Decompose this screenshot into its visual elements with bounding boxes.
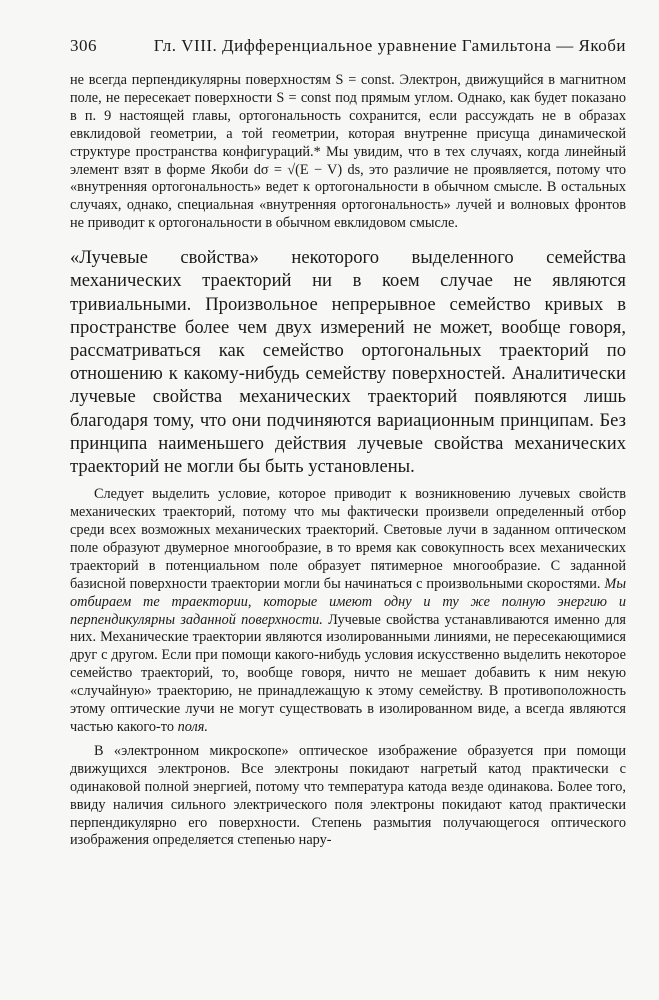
- paragraph-selection-condition: [70, 486, 626, 737]
- book-page: [70, 36, 626, 850]
- paragraph-electron-microscope: В «электронном микроскопе» оптическое изображение образуется при помощи движущихся электронов. Все электроны покидают нагретый катод практически с одинаковой полной энергией, потому что температура катода везде одинакова. Более того, ввиду наличия сильного электрического поля электроны покидают катод практически перпендикулярно его поверхности. Степень размытия получающегося оптического изображения определяется степенью нару-: [70, 742, 626, 849]
- page-header: [70, 36, 626, 56]
- paragraph-text-part2: Лучевые свойства устанавливаются именно для них. Механические траектории являются изолированными линиями, не пересекающимися друг с другом. Если при помощи какого-нибудь условия искусственно выделить некоторое семейство траекторий, то, вообще говоря, ничто не мешает добавить к ним некую «случайную» траекторию, не принадлежащую к этому семейству. В противоположность этому оптические лучи не могут существовать в изолированном виде, а всегда являются частью какого-то: [70, 611, 627, 735]
- paragraph-ray-properties: «Лучевые свойства» некоторого выделенного семейства механических траекторий ни в коем случае не являются тривиальными. Произвольное непрерывное семейство кривых в пространстве более чем двух измерений не может, вообще говоря, рассматриваться как семейство ортогональных траекторий по отношению к какому-нибудь семейству поверхностей. Аналитически лучевые свойства механических траекторий появляются лишь благодаря тому, что они подчиняются вариационным принципам. Без принципа наименьшего действия лучевые свойства механических траекторий не могли бы быть установлены.: [70, 247, 626, 477]
- page-number: 306: [70, 36, 97, 55]
- emphasized-text: Мы отбираем те траектории, которые имеют одну и ту же полную энергию и перпендикулярны заданной поверхности.: [70, 575, 627, 628]
- paragraph-text-part1: Следует выделить условие, которое приводит к возникновению лучевых свойств механических траекторий, потому что мы фактически произвели определенный отбор среди всех возможных механических траекторий. Световые лучи в заданном оптическом поле образуют двумерное многообразие, в то время как совокупность всех механических траекторий в потенциальном поле образует пятимерное многообразие. С заданной базисной поверхности траектории могли бы начинаться с произвольными скоростями.: [70, 486, 626, 592]
- chapter-title: Гл. VIII. Дифференциальное уравнение Гамильтона — Якоби: [153, 36, 626, 55]
- emphasized-word-field: поля.: [177, 718, 208, 735]
- paragraph-continuation: не всегда перпендикулярны поверхностям S = const. Электрон, движущийся в магнитном поле, не пересекает поверхности S = const под прямым углом. Однако, как будет показано в п. 9 настоящей главы, ортогональность сохранится, если рассуждать не в образах евклидовой геометрии, а той геометрии, которая внутренне присуща динамической структуре пространства конфигураций.* Мы увидим, что в тех случаях, когда линейный элемент взят в форме Якоби dσ = √(E − V) ds, это различие не проявляется, потому что «внутренняя ортогональность» ведет к ортогональности в обычном смысле. В остальных случаях, однако, специальная «внутренняя ортогональность» лучей и волновых фронтов не приводит к ортогональности в обычном евклидовом смысле.: [70, 72, 626, 232]
